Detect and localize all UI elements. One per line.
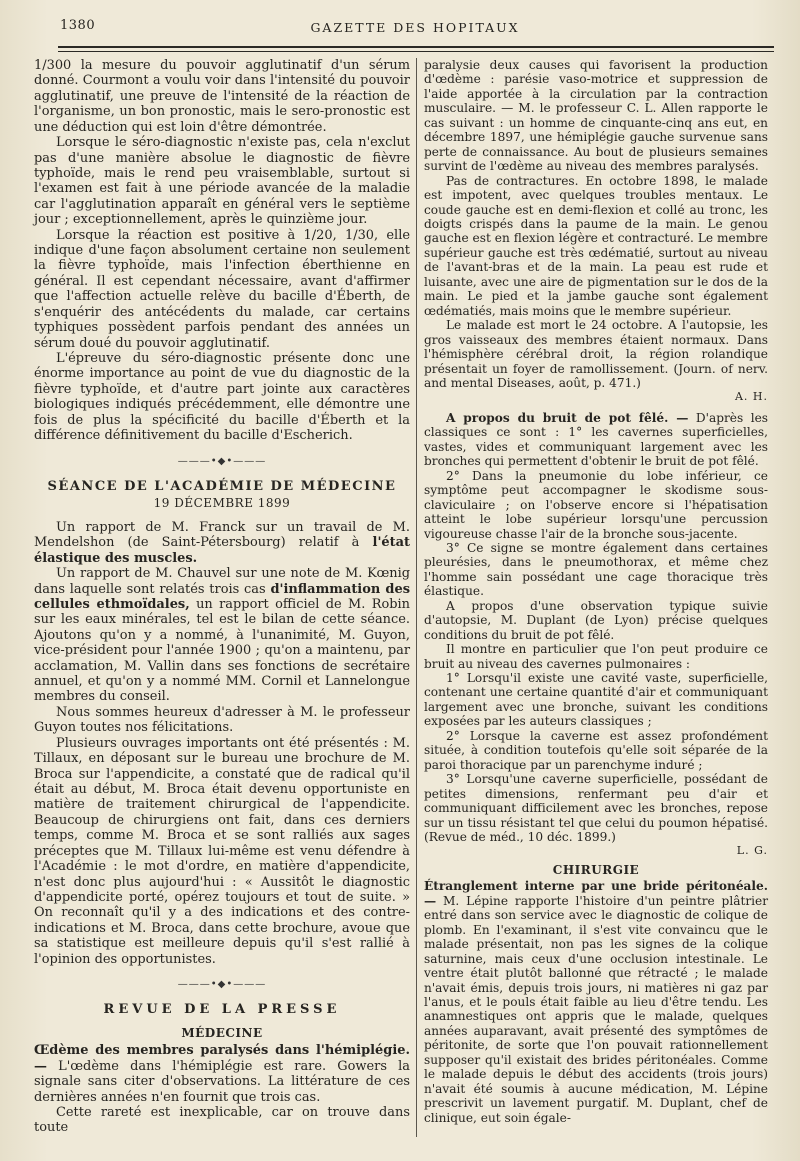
- left-column: [34, 58, 410, 1141]
- paragraph-emphasis: l'état élastique des muscles.: [34, 535, 410, 566]
- paragraph-text: un rapport officiel de M. Robin sur les eaux minérales, tel est le bilan de cette séance. Ajoutons qu'on y a nommé, à l'unanimité, M. Guyon, vice-président pour l'année 1900 ; qu'on a maintenu, par acclamation, M. Vallin dans ses fonctions de secrétaire annuel, et qu'on y a nommé MM. Cornil et Lannelongue membres du conseil.: [34, 596, 410, 705]
- author-signature: A. H.: [734, 390, 768, 404]
- page-header: [58, 14, 772, 44]
- paragraph-emphasis: d'inflammation des cellules ethmoïdales,: [34, 581, 410, 612]
- paragraph-text: Un rapport de M. Franck sur un travail de M. Mendelshon (de Saint-Pétersbourg) relatif à: [34, 519, 410, 551]
- section-ornament: ———•◆•———: [177, 979, 267, 991]
- surgery-heading: CHIRURGIE: [552, 862, 640, 877]
- paragraph: Il montre en particulier que l'on peut produire ce bruit au niveau des cavernes pulmonaires :: [424, 642, 768, 671]
- right-column: [424, 58, 768, 1141]
- running-title: GAZETTE DES HOPITAUX: [310, 20, 520, 35]
- paragraph: L'épreuve du séro-diagnostic présente donc une énorme importance au point de vue du diagnostic de la fièvre typhoïde, et d'autre part jointe aux caractères biologiques indiqués précédemment, elle démontre une fois de plus la spécificité du bacille d'Éberth et la différence définitivement du bacille d'Escherich.: [34, 351, 410, 444]
- paragraph-text: Un rapport de M. Chauvel sur une note de M. Kœnig dans laquelle sont relatés trois cas: [34, 566, 410, 597]
- academy-date: 19 DÉCEMBRE 1899: [153, 496, 291, 511]
- paragraph-text: L'œdème dans l'hémiplégie est rare. Gowers la signale sans citer d'observations. La littérature de ces dernières années n'en fournit que trois cas.: [34, 1058, 410, 1105]
- paragraph: paralysie deux causes qui favorisent la production d'œdème : parésie vaso-motrice et suppression de l'aide apportée à la circulation par la contraction musculaire. — M. le professeur C. L. Allen rapporte le cas suivant : un homme de cinquante-cinq ans eut, en décembre 1897, une hémiplégie gauche survenue sans perte de connaissance. Au bout de plusieurs semaines survint de l'œdème au niveau des membres paralysés.: [424, 58, 768, 174]
- paragraph-text: M. Lépine rapporte l'histoire d'un peintre plâtrier entré dans son service avec le diagnostic de colique de plomb. En l'examinant, il s'est vite convaincu que le malade présentait, non pas les signes de la colique saturnine, mais ceux d'une occlusion intestinale. Le ventre était plutôt ballonné que rétracté ; le malade n'avait émis, depuis trois jours, ni matières ni gaz par l'anus, et le pouls était faible au lieu d'être tendu. Les anamnestiques ont appris que le malade, quelques années auparavant, avait présenté des symptômes de péritonite, de sorte que l'on pouvait rationnellement supposer qu'il existait des brides péritonéales. Comme le malade depuis le début des accidents (trois jours) n'avait été soumis à aucune médication, M. Lépine prescrivit un lavement purgatif. M. Duplant, chef de clinique, eut soin égale-: [424, 893, 769, 1125]
- page-number: 1380: [60, 18, 96, 33]
- article-title: Étranglement interne par une bride péritonéale. —: [424, 879, 768, 908]
- article-title: A propos du bruit de pot fêlé. —: [446, 410, 689, 425]
- header-rule-thick: [58, 46, 774, 48]
- paragraph: Le malade est mort le 24 octobre. A l'autopsie, les gros vaisseaux des membres étaient normaux. Dans l'hémisphère cérébral droit, la région rolandique présentait un foyer de ramollissement. (Journ. of nerv. and mental Diseases, août, p. 471.): [424, 318, 768, 390]
- paragraph: 3° Lorsqu'une caverne superficielle, possédant de petites dimensions, renfermant peu d'air et communiquant difficilement avec les bronches, repose sur un tissu résistant tel que celui du poumon hépatisé. (Revue de méd., 10 déc. 1899.): [424, 772, 768, 845]
- paragraph: Lorsque le séro-diagnostic n'existe pas, cela n'exclut pas d'une manière absolue le diagnostic de fièvre typhoïde, mais le rend peu vraisemblable, surtout si l'examen est fait à une période avancée de la maladie car l'agglutination apparaît en général vers le septième jour ; exceptionnellement, après le quinzième jour.: [34, 135, 410, 228]
- section-ornament: ———•◆•———: [177, 455, 267, 467]
- paragraph: 1/300 la mesure du pouvoir agglutinatif d'un sérum donné. Courmont a voulu voir dans l'intensité du pouvoir agglutinatif, une preuve de l'intensité de la réaction de l'organisme, un bon pronostic, mais le sero-pronostic est une déduction qui est loin d'être démontrée.: [34, 58, 410, 135]
- paragraph: 1° Lorsqu'il existe une cavité vaste, superficielle, contenant une certaine quantité d'air et communiquant largement avec une bronche, suivant les conditions exposées par les auteurs classiques ;: [424, 671, 768, 729]
- paragraph: [424, 411, 768, 469]
- paragraph: Lorsque la réaction est positive à 1/20, 1/30, elle indique d'une façon absolument certaine non seulement la fièvre typhoïde, mais l'infection éberthienne en général. Il est cependant nécessaire, avant d'affirmer que l'affection actuelle relève du bacille d'Éberth, de s'enquérir des antécédents du malade, car certains typhiques possèdent parfois pendant des années un sérum doué du pouvoir agglutinatif.: [34, 227, 410, 351]
- paragraph: Cette rareté est inexplicable, car on trouve dans toute: [34, 1105, 410, 1136]
- header-rule-thin: [58, 51, 774, 52]
- paragraph: 2° Dans la pneumonie du lobe inférieur, ce symptôme peut accompagner le skodisme sous-claviculaire ; on l'observe encore si l'hépatisation atteint le lobe supérieur lorsqu'une percussion vigoureuse chasse l'air de la bronche sous-jacente.: [424, 468, 768, 541]
- paragraph: [34, 1043, 410, 1105]
- author-signature: L. G.: [736, 844, 768, 858]
- paragraph: Pas de contractures. En octobre 1898, le malade est impotent, avec quelques troubles mentaux. Le coude gauche est en demi-flexion et collé au tronc, les doigts crispés dans la paume de la main. Le genou gauche est en flexion légère et contracturé. Le membre supérieur gauche est très œdématié, surtout au niveau de l'avant-bras et de la main. La peau est rude et luisante, avec une aire de pigmentation sur le dos de la main. Le pied et la jambe gauche sont également œdématiés, mais moins que le membre supérieur.: [424, 173, 768, 318]
- paragraph: 2° Lorsque la caverne est assez profondément située, à condition toutefois qu'elle soit séparée de la paroi thoracique par un parenchyme induré ;: [424, 728, 768, 772]
- paragraph: [424, 879, 768, 1125]
- medicine-heading: MÉDECINE: [181, 1025, 263, 1040]
- paragraph: 3° Ce signe se montre également dans certaines pleurésies, dans le pneumothorax, et même chez l'homme sain possédant une cage thoracique très élastique.: [424, 540, 768, 599]
- academy-heading: SÉANCE DE L'ACADÉMIE DE MÉDECINE: [47, 478, 397, 494]
- paragraph: Nous sommes heureux d'adresser à M. le professeur Guyon toutes nos félicitations.: [34, 704, 410, 736]
- paragraph: [34, 520, 410, 566]
- paragraph: Plusieurs ouvrages importants ont été présentés : M. Tillaux, en déposant sur le bureau une brochure de M. Broca sur l'appendicite, a constaté que de radical qu'il était au début, M. Broca était devenu opportuniste en matière de traitement chirurgical de l'appendicite. Beaucoup de chirurgiens ont fait, dans ces derniers temps, comme M. Broca et se sont ralliés aux sages préceptes que M. Tillaux lui-même est venu défendre à l'Académie : le mot d'ordre, en matière d'appendicite, n'est donc plus aujourd'hui : « Aussitôt le diagnostic d'appendicite porté, opérez toujours et tout de suite. » On reconnaît qu'il y a des indications et des contre-indications et M. Broca, dans cette brochure, avoue que sa statistique est meilleure depuis qu'il s'est rallié à l'opinion des opportunistes.: [34, 735, 410, 967]
- column-divider: [416, 58, 417, 1137]
- paragraph: [34, 566, 410, 705]
- review-heading: REVUE DE LA PRESSE: [103, 1002, 341, 1018]
- paragraph-text: D'après les classiques ce sont : 1° les cavernes superficielles, vastes, vides et communiquant largement avec les bronches qui permettent d'obtenir le bruit de pot fêlé.: [424, 410, 769, 469]
- paragraph: A propos d'une observation typique suivie d'autopsie, M. Duplant (de Lyon) précise quelques conditions du bruit de pot fêlé.: [424, 598, 768, 642]
- article-title: Œdème des membres paralysés dans l'hémiplégie. —: [34, 1043, 410, 1074]
